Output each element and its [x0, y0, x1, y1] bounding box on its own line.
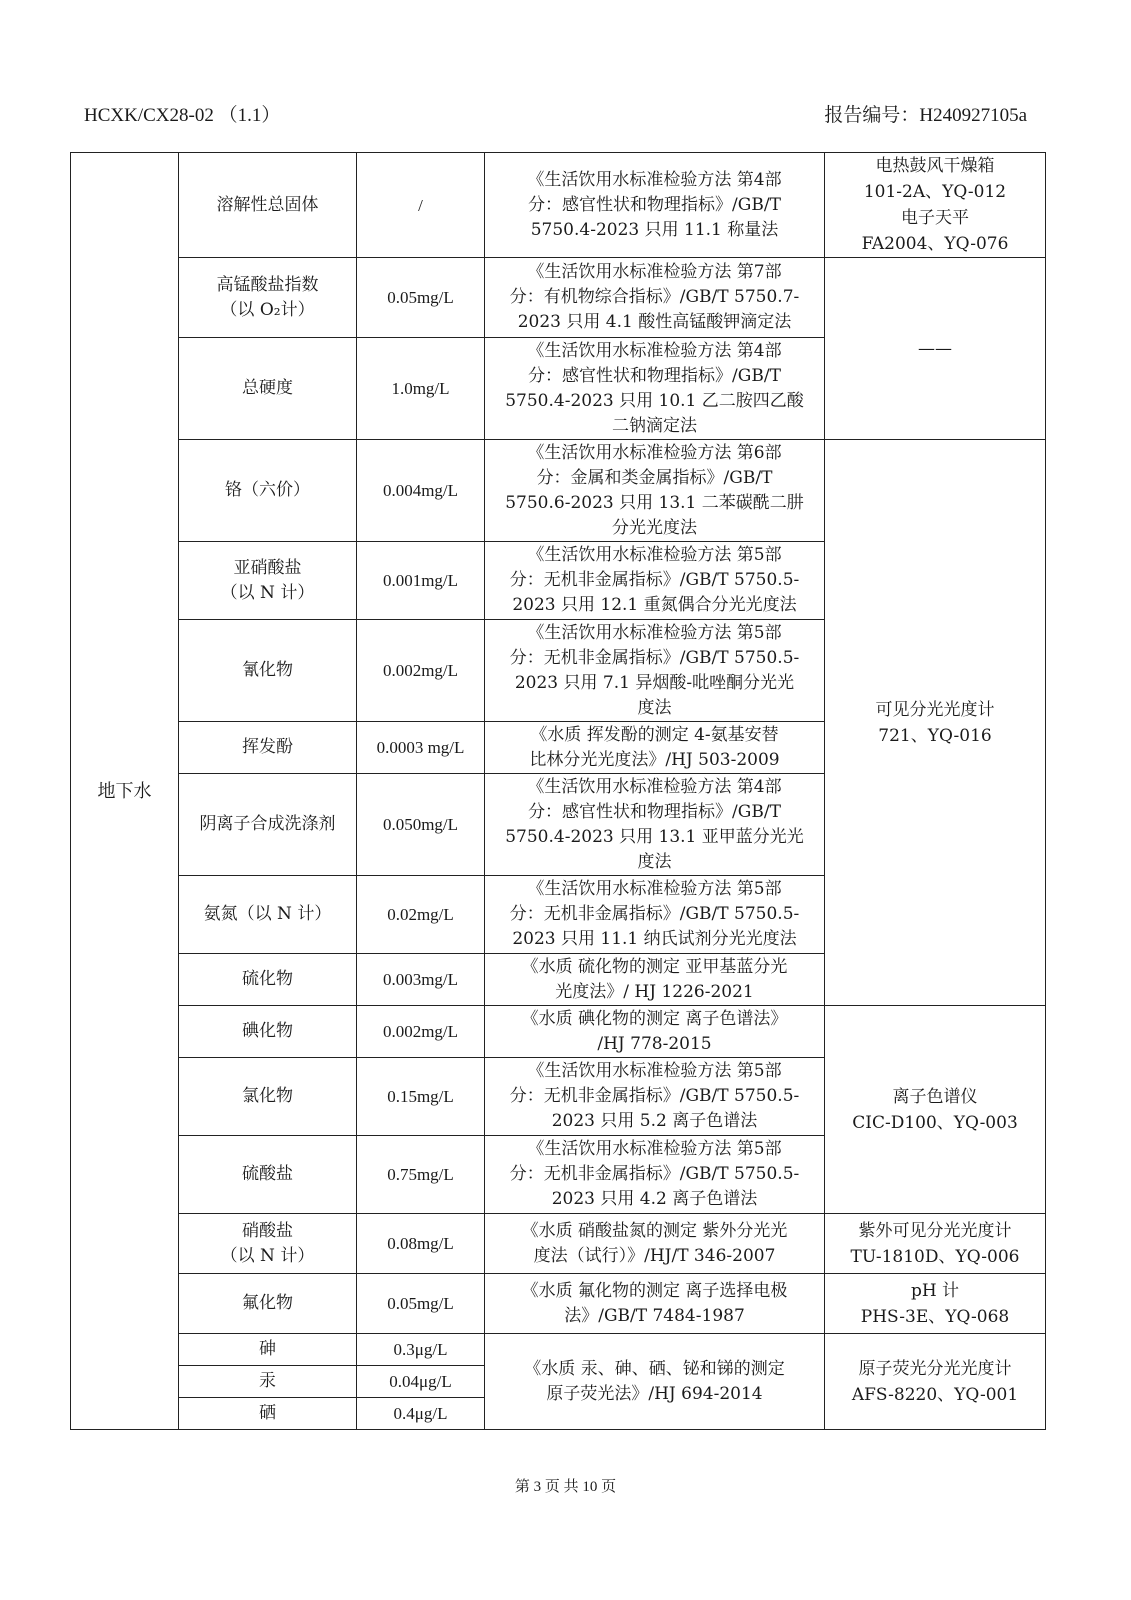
method-cell [485, 1006, 825, 1058]
equipment-line: PHS-3E、YQ-068 [860, 1306, 1010, 1327]
method-line: 2023 只用 11.1 纳氏试剂分光光度法 [512, 929, 797, 949]
test-item-cell [179, 620, 357, 722]
method-line: 分：无机非金属指标》/GB/T 5750.5- [509, 1164, 800, 1184]
method-cell [485, 774, 825, 876]
method-line: 2023 只用 7.1 异烟酸-吡唑酮分光光 [514, 672, 795, 693]
method-cell [485, 722, 825, 774]
equipment-line: 可见分光光度计 [875, 699, 995, 720]
detection-limit-cell: 0.15mg/L [357, 1058, 485, 1136]
equipment-line: 101-2A、YQ-012 [863, 182, 1007, 202]
test-item-cell [179, 1366, 357, 1398]
report-number: 报告编号：H240927105a [824, 105, 1027, 126]
test-item-cell [179, 542, 357, 620]
detection-limit-cell: 0.002mg/L [357, 1006, 485, 1058]
method-line: 分：无机非金属指标》/GB/T 5750.5- [509, 1086, 800, 1106]
test-item-cell [179, 1058, 357, 1136]
method-line: 5750.4-2023 只用 13.1 亚甲蓝分光光 [505, 826, 804, 847]
method-line: 分：无机非金属指标》/GB/T 5750.5- [509, 904, 800, 924]
test-item-line: 硝酸盐 [242, 1220, 293, 1241]
method-line: 《水质 汞、砷、硒、铋和锑的测定 [524, 1358, 785, 1379]
method-line: 《生活饮用水标准检验方法 第5部 [527, 545, 782, 565]
method-cell [485, 542, 825, 620]
test-item-cell [179, 1006, 357, 1058]
test-item-line: 氯化物 [242, 1086, 293, 1106]
method-line: 分：感官性状和物理指标》/GB/T [528, 194, 781, 215]
method-line: 《生活饮用水标准检验方法 第5部 [527, 1139, 782, 1159]
equipment-line: 离子色谱仪 [892, 1086, 978, 1107]
equipment-cell [825, 1334, 1046, 1430]
test-item-line: 氨氮（以 N 计） [203, 904, 332, 924]
method-line: 度法 [637, 851, 672, 872]
test-item-line: 氰化物 [242, 660, 293, 680]
equipment-line: 电热鼓风干燥箱 [875, 156, 995, 176]
method-line: 光度法》/ HJ 1226-2021 [555, 981, 754, 1002]
detection-limit-cell: 0.02mg/L [357, 876, 485, 954]
method-line: 度法（试行）》/HJ/T 346-2007 [533, 1245, 776, 1266]
equipment-cell [825, 1214, 1046, 1274]
test-item-line: 溶解性总固体 [216, 194, 319, 215]
test-item-cell [179, 876, 357, 954]
test-item-cell [179, 722, 357, 774]
detection-limit-cell: 0.0003 mg/L [357, 722, 485, 774]
table-row [71, 1334, 1046, 1366]
equipment-line: 721、YQ-016 [878, 725, 992, 746]
table-row [71, 258, 1046, 338]
test-item-cell [179, 1214, 357, 1274]
table-row [71, 1214, 1046, 1274]
detection-limit-cell: / [357, 153, 485, 258]
method-line: 2023 只用 4.1 酸性高锰酸钾滴定法 [517, 312, 792, 332]
equipment-cell [825, 1274, 1046, 1334]
equipment-line: FA2004、YQ-076 [861, 234, 1009, 254]
method-line: 分：有机物综合指标》/GB/T 5750.7- [509, 287, 800, 307]
detection-limit-cell: 0.04μg/L [357, 1366, 485, 1398]
equipment-line: AFS-8220、YQ-001 [851, 1384, 1019, 1405]
detection-limit-cell: 0.3μg/L [357, 1334, 485, 1366]
detection-limit-cell: 1.0mg/L [357, 338, 485, 440]
method-cell [485, 338, 825, 440]
method-cell [485, 153, 825, 258]
equipment-line: —— [918, 338, 952, 359]
method-line: 2023 只用 5.2 离子色谱法 [551, 1111, 758, 1131]
equipment-line: pH 计 [910, 1280, 960, 1301]
method-line: 2023 只用 12.1 重氮偶合分光光度法 [512, 595, 797, 615]
equipment-cell [825, 153, 1046, 258]
method-line: 《生活饮用水标准检验方法 第4部 [527, 169, 782, 190]
test-item-cell [179, 1274, 357, 1334]
equipment-line: CIC-D100、YQ-003 [852, 1112, 1018, 1133]
method-line: 《水质 碘化物的测定 离子色谱法》 [521, 1008, 788, 1029]
equipment-line: 电子天平 [901, 208, 969, 228]
table-row [71, 440, 1046, 542]
test-item-line: 硫酸盐 [242, 1164, 293, 1184]
test-item-line: 铬（六价） [225, 480, 310, 500]
test-item-line: 总硬度 [242, 378, 293, 398]
method-line: 《生活饮用水标准检验方法 第7部 [527, 262, 782, 282]
method-line: 分：无机非金属指标》/GB/T 5750.5- [509, 570, 800, 590]
method-line: 分：无机非金属指标》/GB/T 5750.5- [509, 647, 800, 668]
test-item-cell [179, 1398, 357, 1430]
method-cell [485, 1274, 825, 1334]
method-cell [485, 620, 825, 722]
detection-limit-cell: 0.05mg/L [357, 258, 485, 338]
table-row [71, 1274, 1046, 1334]
sample-type-cell: 地下水 [71, 153, 179, 1430]
method-line: 原子荧光法》/HJ 694-2014 [546, 1383, 763, 1404]
method-line: 比林分光光度法》/HJ 503-2009 [529, 749, 780, 770]
detection-limit-cell: 0.004mg/L [357, 440, 485, 542]
method-line: 《水质 硫化物的测定 亚甲基蓝分光 [521, 956, 788, 977]
method-cell [485, 954, 825, 1006]
test-item-cell [179, 338, 357, 440]
test-item-line: 阴离子合成洗涤剂 [199, 814, 336, 834]
test-item-line: 高锰酸盐指数 [216, 274, 319, 295]
table-row [71, 1006, 1046, 1058]
method-cell [485, 440, 825, 542]
method-line: 《生活饮用水标准检验方法 第4部 [527, 340, 782, 361]
test-item-line: 砷 [259, 1339, 276, 1359]
test-item-line: （以 O₂计） [220, 299, 315, 320]
detection-limit-cell: 0.05mg/L [357, 1274, 485, 1334]
method-cell [485, 1334, 825, 1430]
test-item-cell [179, 258, 357, 338]
detection-limit-cell: 0.002mg/L [357, 620, 485, 722]
equipment-cell [825, 258, 1046, 440]
test-item-line: 汞 [259, 1371, 276, 1391]
equipment-line: TU-1810D、YQ-006 [850, 1246, 1020, 1267]
method-cell [485, 1136, 825, 1214]
method-line: 度法 [637, 697, 672, 718]
detection-limit-cell: 0.4μg/L [357, 1398, 485, 1430]
test-item-line: 碘化物 [242, 1021, 293, 1041]
test-item-cell [179, 774, 357, 876]
detection-limit-cell: 0.001mg/L [357, 542, 485, 620]
method-cell [485, 876, 825, 954]
method-line: 《水质 挥发酚的测定 4-氨基安替 [530, 724, 779, 745]
test-item-line: 硒 [259, 1403, 276, 1423]
page-footer: 第 3 页 共 10 页 [514, 1479, 617, 1495]
document-code: HCXK/CX28-02 （1.1） [84, 105, 281, 126]
method-cell [485, 1058, 825, 1136]
test-item-line: （以 N 计） [220, 1245, 315, 1266]
test-item-cell [179, 1334, 357, 1366]
method-line: 《生活饮用水标准检验方法 第5部 [527, 1061, 782, 1081]
test-item-cell [179, 954, 357, 1006]
method-cell [485, 258, 825, 338]
test-method-table [70, 152, 1046, 1430]
test-item-cell [179, 1136, 357, 1214]
equipment-cell [825, 440, 1046, 1006]
method-line: 法》/GB/T 7484-1987 [564, 1305, 745, 1326]
method-cell [485, 1214, 825, 1274]
equipment-cell [825, 1006, 1046, 1214]
test-item-cell [179, 440, 357, 542]
test-item-line: 氟化物 [242, 1293, 293, 1313]
test-item-line: （以 N 计） [220, 582, 315, 603]
method-line: 5750.4-2023 只用 10.1 乙二胺四乙酸 [505, 390, 804, 411]
method-line: 5750.4-2023 只用 11.1 称量法 [530, 219, 779, 240]
test-item-line: 硫化物 [242, 969, 293, 989]
detection-limit-cell: 0.003mg/L [357, 954, 485, 1006]
test-item-cell [179, 153, 357, 258]
method-line: 《生活饮用水标准检验方法 第6部 [527, 442, 782, 463]
detection-limit-cell: 0.08mg/L [357, 1214, 485, 1274]
equipment-line: 原子荧光分光光度计 [858, 1358, 1012, 1379]
test-item-line: 挥发酚 [242, 737, 293, 757]
detection-limit-cell: 0.75mg/L [357, 1136, 485, 1214]
test-item-line: 亚硝酸盐 [233, 557, 302, 578]
method-line: 《生活饮用水标准检验方法 第4部 [527, 776, 782, 797]
method-line: 《生活饮用水标准检验方法 第5部 [527, 622, 782, 643]
method-line: 《生活饮用水标准检验方法 第5部 [527, 879, 782, 899]
method-line: 二钠滴定法 [612, 415, 697, 436]
method-line: /HJ 778-2015 [597, 1033, 712, 1054]
method-line: 《水质 硝酸盐氮的测定 紫外分光光 [521, 1220, 788, 1241]
equipment-line: 紫外可见分光光度计 [858, 1220, 1012, 1241]
detection-limit-cell: 0.050mg/L [357, 774, 485, 876]
method-line: 分：金属和类金属指标》/GB/T [536, 467, 773, 488]
method-line: 《水质 氟化物的测定 离子选择电极 [521, 1280, 788, 1301]
method-line: 分：感官性状和物理指标》/GB/T [528, 365, 781, 386]
method-line: 2023 只用 4.2 离子色谱法 [551, 1189, 758, 1209]
method-line: 分：感官性状和物理指标》/GB/T [528, 801, 781, 822]
table-row [71, 153, 1046, 258]
method-line: 分光光度法 [612, 517, 697, 538]
method-line: 5750.6-2023 只用 13.1 二苯碳酰二肼 [505, 492, 804, 513]
